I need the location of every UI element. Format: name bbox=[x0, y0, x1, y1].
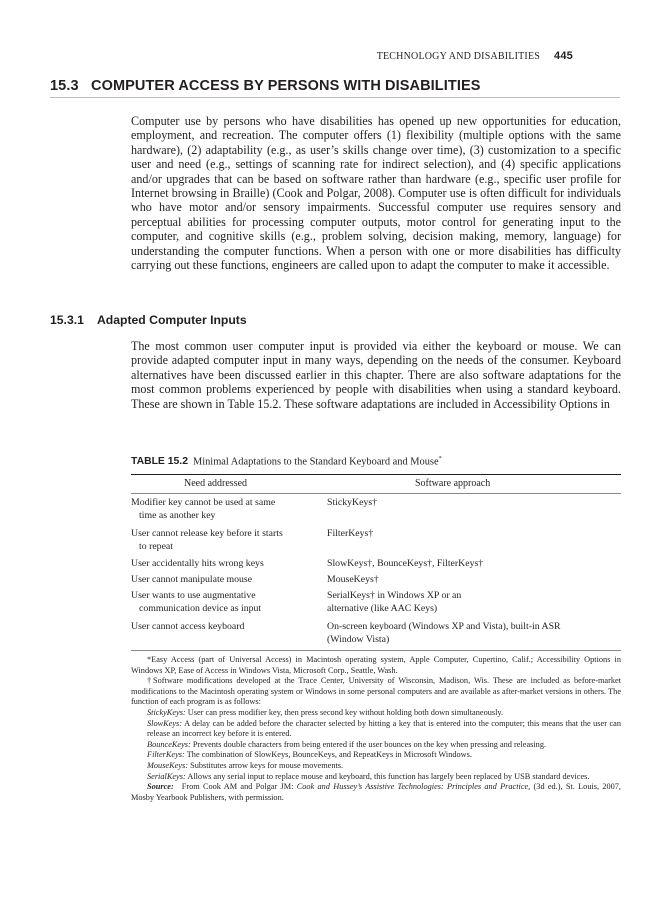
source-pre: From Cook AM and Polgar JM: bbox=[181, 782, 297, 792]
table-header-approach: Software approach bbox=[415, 478, 491, 489]
row-approach: StickyKeys† bbox=[327, 497, 378, 508]
footnote-dagger: †Software modifications developed at the Trace Center, University of Wisconsin, Madison, Wis. These are included as before-market modifications to the Macintosh operating system or Windows in some personal computers and are available as after-market versions in others. The function of each program is as follows: bbox=[131, 676, 621, 707]
row-need-cont: time as another key bbox=[139, 509, 216, 521]
subsection-number: 15.3.1 bbox=[50, 313, 84, 327]
row-approach: SlowKeys†, BounceKeys†, FilterKeys† bbox=[327, 558, 484, 569]
def-term: StickyKeys: bbox=[147, 707, 186, 717]
body-paragraph-2: The most common user computer input is provided via either the keyboard or mouse. We can provide adapted computer input in many ways, depending on the needs of the consumer. Keyboard alternatives have been discussed earlier in this chapter. There are also software adaptations for the most common problems experienced by people with disabilities when using a standard keyboard. These are shown in Table 15.2. These software adaptations are included in Accessibility Options in bbox=[131, 339, 621, 411]
table-rule-bottom bbox=[131, 650, 621, 651]
row-approach: On-screen keyboard (Windows XP and Vista), built-in ASR bbox=[327, 621, 561, 632]
subsection-title: Adapted Computer Inputs bbox=[97, 313, 247, 327]
def-text: The combination of SlowKeys, BounceKeys, and RepeatKeys in Microsoft Windows. bbox=[184, 750, 472, 760]
table-caption-mark: * bbox=[438, 456, 442, 462]
def-text: A delay can be added before the character selected by hitting a key that is entered into the computer; this means that the user can release an incorrect key before it is entered. bbox=[147, 718, 621, 739]
def-text: User can press modifier key, then press second key without holding both down simultaneously. bbox=[185, 707, 504, 717]
def-term: MouseKeys: bbox=[147, 760, 189, 770]
row-need-cont: to repeat bbox=[139, 540, 173, 552]
row-need: User wants to use augmentative bbox=[131, 590, 256, 601]
table-label: TABLE 15.2 bbox=[131, 456, 188, 468]
footnote-source bbox=[131, 782, 621, 803]
section-number: 15.3 bbox=[50, 78, 79, 94]
table-caption-text: Minimal Adaptations to the Standard Keyboard and Mouse bbox=[192, 456, 439, 468]
section-rule bbox=[50, 97, 620, 98]
table-rule-header bbox=[131, 493, 621, 494]
row-need: User cannot manipulate mouse bbox=[131, 574, 253, 585]
row-approach-cont: alternative (like AAC Keys) bbox=[327, 602, 438, 614]
section-heading bbox=[50, 78, 620, 94]
def-term: FilterKeys: bbox=[147, 750, 185, 760]
row-need: User cannot access keyboard bbox=[131, 621, 245, 632]
footnote-star: *Easy Access (part of Universal Access) in Macintosh operating system, Apple Computer, Cupertino, Calif.; Accessibility Options in Windows XP, Ease of Access in Windows Vista, Microsoft Corp., Seattle, Wash. bbox=[131, 655, 621, 675]
def-term: SerialKeys: bbox=[147, 771, 186, 781]
def-text: Substitutes arrow keys for mouse movements. bbox=[188, 760, 344, 770]
page-number: 445 bbox=[554, 50, 573, 62]
source-post: (3d ed.), St. Louis, 2007, Mosby Yearbook Publishers, with permission. bbox=[131, 782, 622, 802]
footnote-def bbox=[131, 708, 621, 719]
footnote-def bbox=[131, 772, 621, 783]
running-head bbox=[377, 50, 573, 62]
row-approach: FilterKeys† bbox=[327, 528, 374, 539]
subsection-heading bbox=[50, 313, 247, 327]
row-need-cont: communication device as input bbox=[139, 602, 262, 614]
table-footnotes bbox=[131, 655, 621, 803]
def-text: Allows any serial input to replace mouse and keyboard, this function has largely been replaced by USB standard devices. bbox=[185, 771, 590, 781]
row-approach: MouseKeys† bbox=[327, 574, 379, 585]
def-term: SlowKeys: bbox=[147, 718, 183, 728]
footnote-def bbox=[131, 761, 621, 772]
source-label: Source: bbox=[147, 782, 174, 792]
footnote-def bbox=[131, 750, 621, 761]
table-rule-top bbox=[131, 474, 621, 475]
table-header-need: Need addressed bbox=[184, 478, 248, 489]
row-need: User accidentally hits wrong keys bbox=[131, 558, 264, 569]
body-paragraph-1: Computer use by persons who have disabilities has opened up new opportunities for education, employment, and recreation. The computer offers (1) flexibility (multiple options with the same hardware), (2) adaptability (e.g., as user’s skills change over time), (3) customization to a specific user and need (e.g., settings of scanning rate for indirect selection), and (4) specific applications and/or upgrades that can be based on software rather than hardware (e.g., specific user profile for Internet browsing in Braille) (Cook and Polgar, 2008). Computer use is often difficult for individuals who have motor and/or sensory impairments. Successful computer use requires sensory and perceptual abilities for processing computer outputs, motor control for generating input to the computer, and cognitive skills (e.g., problem solving, decision making, memory, language) for understanding the computer functions. When a person with one or more disabilities has difficulty carrying out these functions, engineers are called upon to adapt the computer to make it accessible. bbox=[131, 114, 621, 273]
footnote-def bbox=[131, 740, 621, 751]
row-approach: SerialKeys† in Windows XP or an bbox=[327, 590, 462, 601]
section-title: COMPUTER ACCESS BY PERSONS WITH DISABILITIES bbox=[91, 78, 481, 94]
running-head-title: TECHNOLOGY AND DISABILITIES bbox=[376, 51, 541, 62]
def-text: Prevents double characters from being entered if the user bounces on the key when pressing and releasing. bbox=[190, 739, 547, 749]
row-need: Modifier key cannot be used at same bbox=[131, 497, 276, 508]
table-caption bbox=[131, 456, 442, 467]
row-approach-cont: (Window Vista) bbox=[327, 633, 390, 645]
row-need: User cannot release key before it starts bbox=[131, 528, 283, 539]
def-term: BounceKeys: bbox=[147, 739, 191, 749]
footnote-def bbox=[131, 719, 621, 740]
source-title: Cook and Hussey’s Assistive Technologies: Principles and Practice, bbox=[296, 782, 531, 792]
